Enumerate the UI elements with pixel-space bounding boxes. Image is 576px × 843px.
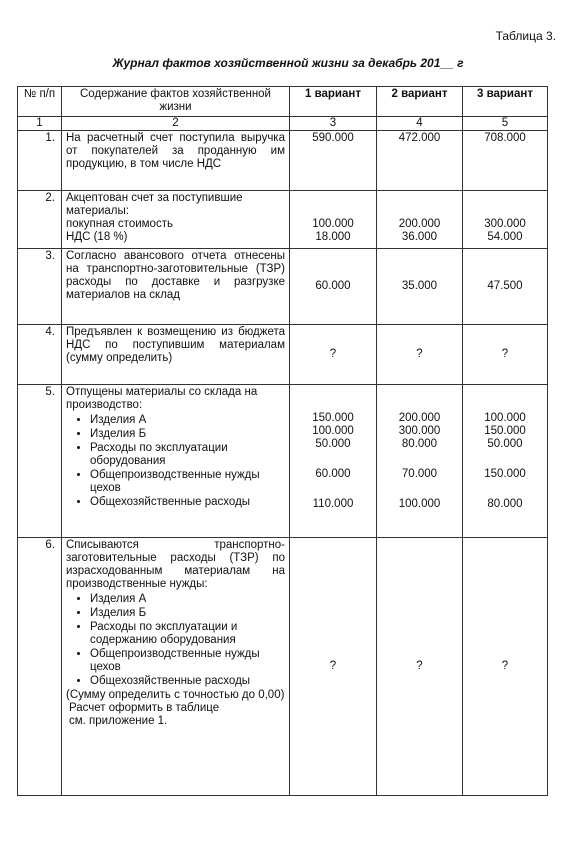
list-item: • Расходы по эксплуатации и содержанию оборудования bbox=[90, 621, 285, 647]
row-number: 5. bbox=[18, 385, 62, 538]
variant-value: 110.000 bbox=[312, 498, 354, 510]
row-description bbox=[62, 538, 290, 796]
list-item: • Изделия А bbox=[90, 414, 285, 427]
row-number: 2. bbox=[18, 191, 62, 249]
variant-value: 100.000 bbox=[312, 425, 354, 437]
row-number: 6. bbox=[18, 538, 62, 796]
variant-value: 60.000 bbox=[315, 468, 351, 480]
list-item: • Общепроизводственные нужды цехов bbox=[90, 469, 285, 495]
variant-value: 200.000 bbox=[398, 412, 441, 424]
variant-value: 54.000 bbox=[487, 231, 523, 243]
variant-3-value: 708.000 bbox=[463, 131, 548, 191]
page-title: Журнал фактов хозяйственной жизни за декабрь 201__ г bbox=[112, 56, 464, 70]
row-description: На расчетный счет поступила выручка от покупателей за проданную им продукцию, в том числе НДС bbox=[62, 131, 290, 191]
index-cell: 1 bbox=[18, 117, 62, 131]
variant-3-values bbox=[463, 385, 548, 538]
variant-2-value: 472.000 bbox=[377, 131, 463, 191]
table-row bbox=[18, 131, 548, 191]
variant-value: 70.000 bbox=[401, 468, 438, 480]
index-cell: 3 bbox=[290, 117, 377, 131]
header-variant-2: 2 вариант bbox=[377, 87, 463, 117]
row-line-vat: НДС (18 %) bbox=[66, 231, 128, 243]
variant-1-values bbox=[290, 191, 377, 249]
journal-table bbox=[17, 86, 548, 796]
variant-1-value: ? bbox=[290, 325, 377, 385]
list-item: • Изделия Б bbox=[90, 607, 285, 620]
variant-value: 80.000 bbox=[487, 498, 523, 510]
list-item: • Общехозяйственные расходы bbox=[90, 675, 285, 688]
table-number: Таблица 3. bbox=[495, 29, 556, 43]
index-cell: 5 bbox=[463, 117, 548, 131]
variant-value: 36.000 bbox=[401, 231, 438, 243]
row-text: Отпущены материалы со склада на производство: bbox=[66, 386, 258, 411]
note-table: Расчет оформить в таблице bbox=[69, 702, 220, 714]
variant-1-values bbox=[290, 385, 377, 538]
table-row bbox=[18, 191, 548, 249]
index-cell: 4 bbox=[377, 117, 463, 131]
list-item: • Общепроизводственные нужды цехов bbox=[90, 648, 285, 674]
variant-2-value: ? bbox=[377, 538, 463, 796]
row-number: 4. bbox=[18, 325, 62, 385]
header-row bbox=[18, 87, 548, 117]
header-variant-3: 3 вариант bbox=[463, 87, 548, 117]
note-appendix: см. приложение 1. bbox=[69, 715, 168, 727]
row-description: Согласно авансового отчета отнесены на транспортно-заготовительные (ТЗР) расходы по доставке и разгрузке материалов на склад bbox=[62, 249, 290, 325]
index-cell: 2 bbox=[62, 117, 290, 131]
row-number: 1. bbox=[18, 131, 62, 191]
variant-value: 50.000 bbox=[487, 438, 523, 450]
variant-value: 200.000 bbox=[398, 218, 441, 230]
table-row bbox=[18, 325, 548, 385]
variant-1-value: 590.000 bbox=[290, 131, 377, 191]
variant-value: 18.000 bbox=[315, 231, 351, 243]
variant-3-value: ? bbox=[463, 325, 548, 385]
variant-value: 80.000 bbox=[401, 438, 438, 450]
variant-3-value: 47.500 bbox=[463, 249, 548, 325]
variant-value: 100.000 bbox=[312, 218, 354, 230]
variant-2-values bbox=[377, 385, 463, 538]
row-number: 3. bbox=[18, 249, 62, 325]
note-precision: (Сумму определить с точностью до 0,00) bbox=[66, 689, 285, 701]
header-variant-1: 1 вариант bbox=[290, 87, 377, 117]
list-item: • Общехозяйственные расходы bbox=[90, 496, 285, 509]
row-description: Предъявлен к возмещению из бюджета НДС по поступившим материалам (сумму определить) bbox=[62, 325, 290, 385]
variant-value: 100.000 bbox=[484, 412, 526, 424]
variant-value: 300.000 bbox=[398, 425, 441, 437]
table-row bbox=[18, 538, 548, 796]
variant-value: 100.000 bbox=[398, 498, 441, 510]
variant-value: 50.000 bbox=[315, 438, 351, 450]
variant-3-value: ? bbox=[463, 538, 548, 796]
variant-2-value: 35.000 bbox=[377, 249, 463, 325]
row-line-cost: покупная стоимость bbox=[66, 218, 173, 230]
variant-2-values bbox=[377, 191, 463, 249]
list-item: • Расходы по эксплуатации оборудования bbox=[90, 442, 285, 468]
index-row bbox=[18, 117, 548, 131]
variant-1-value: ? bbox=[290, 538, 377, 796]
table-row bbox=[18, 385, 548, 538]
list-item: • Изделия Б bbox=[90, 428, 285, 441]
table-row bbox=[18, 249, 548, 325]
variant-value: 300.000 bbox=[484, 218, 526, 230]
row-text: Списываются транспортно-заготовительные расходы (ТЗР) по израсходованным материалам на производственные нужды: bbox=[66, 539, 285, 590]
variant-1-value: 60.000 bbox=[290, 249, 377, 325]
bullet-list bbox=[66, 593, 285, 688]
list-item: • Изделия А bbox=[90, 593, 285, 606]
header-num: № п/п bbox=[18, 87, 62, 117]
variant-value: 150.000 bbox=[484, 425, 526, 437]
variant-3-values bbox=[463, 191, 548, 249]
row-text: Акцептован счет за поступившие материалы: bbox=[66, 192, 243, 217]
row-description bbox=[62, 385, 290, 538]
row-description bbox=[62, 191, 290, 249]
variant-2-value: ? bbox=[377, 325, 463, 385]
variant-value: 150.000 bbox=[484, 468, 526, 480]
header-content: Содержание фактов хозяйственной жизни bbox=[62, 87, 290, 117]
variant-value: 150.000 bbox=[312, 412, 354, 424]
bullet-list bbox=[66, 414, 285, 509]
